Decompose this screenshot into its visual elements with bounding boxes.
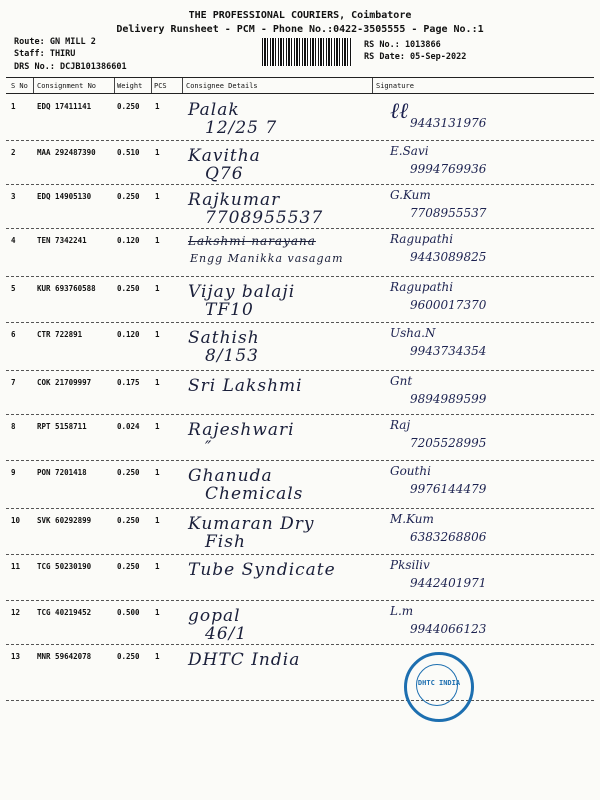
consignee-name: Rajkumar <box>188 190 281 210</box>
barcode-image <box>262 38 352 66</box>
row-divider <box>6 508 594 509</box>
signature-phone: 9894989599 <box>410 392 487 406</box>
row-weight: 0.250 <box>117 102 140 111</box>
row-sno: 5 <box>11 284 16 293</box>
consignee-detail: 12/25 7 <box>205 118 278 138</box>
row-consignment-no: MNR 59642078 <box>37 652 92 661</box>
row-consignment-no: TCG 40219452 <box>37 608 92 617</box>
consignee-detail: Fish <box>205 532 246 552</box>
col-header-pcs: PCS <box>154 82 167 90</box>
consignee-name: Rajeshwari <box>188 420 295 440</box>
row-divider <box>6 228 594 229</box>
row-divider <box>6 700 594 701</box>
signature-phone: 9442401971 <box>410 576 487 590</box>
consignee-detail: TF10 <box>205 300 254 320</box>
signature-name: Ragupathi <box>390 232 454 246</box>
col-divider <box>182 78 183 93</box>
signature-name: E.Savi <box>390 144 429 158</box>
signature-phone: 9944066123 <box>410 622 487 636</box>
route-label: Route: GN MILL 2 <box>14 37 96 47</box>
row-weight: 0.250 <box>117 192 140 201</box>
consignee-name: Ghanuda <box>188 466 273 486</box>
col-header-sno: S No <box>11 82 28 90</box>
row-pcs: 1 <box>155 652 160 661</box>
col-header-weight: Weight <box>117 82 143 90</box>
row-consignment-no: RPT 5158711 <box>37 422 87 431</box>
row-sno: 12 <box>11 608 21 617</box>
row-weight: 0.250 <box>117 284 140 293</box>
row-sno: 13 <box>11 652 21 661</box>
signature-phone: 9443131976 <box>410 116 487 130</box>
row-weight: 0.120 <box>117 236 140 245</box>
row-weight: 0.120 <box>117 330 140 339</box>
consignee-name: Vijay balaji <box>188 282 296 302</box>
consignee-detail: Q76 <box>205 164 244 184</box>
row-sno: 7 <box>11 378 16 387</box>
row-weight: 0.250 <box>117 562 140 571</box>
row-sno: 2 <box>11 148 16 157</box>
row-pcs: 1 <box>155 608 160 617</box>
row-consignment-no: TCG 50230190 <box>37 562 92 571</box>
row-consignment-no: TEN 7342241 <box>37 236 87 245</box>
row-pcs: 1 <box>155 284 160 293</box>
consignee-name: DHTC India <box>188 650 301 670</box>
row-consignment-no: EDQ 17411141 <box>37 102 92 111</box>
document-title: THE PROFESSIONAL COURIERS, Coimbatore <box>188 10 412 21</box>
row-weight: 0.500 <box>117 608 140 617</box>
drs-number: DRS No.: DCJB101386601 <box>14 62 127 72</box>
row-pcs: 1 <box>155 330 160 339</box>
consignee-detail: 8/153 <box>205 346 259 366</box>
row-divider <box>6 140 594 141</box>
document-subtitle: Delivery Runsheet - PCM - Phone No.:0422-3505555 - Page No.:1 <box>116 24 484 35</box>
row-sno: 8 <box>11 422 16 431</box>
signature-name: G.Kum <box>390 188 431 202</box>
row-consignment-no: CTR 722891 <box>37 330 83 339</box>
row-pcs: 1 <box>155 468 160 477</box>
signature-name: Raj <box>390 418 411 432</box>
row-pcs: 1 <box>155 148 160 157</box>
row-divider <box>6 414 594 415</box>
company-stamp <box>404 652 474 722</box>
row-pcs: 1 <box>155 378 160 387</box>
consignee-name: Palak <box>188 100 240 120</box>
row-divider <box>6 370 594 371</box>
col-header-consignment: Consignment No <box>37 82 97 90</box>
row-pcs: 1 <box>155 192 160 201</box>
signature-name: L.m <box>390 604 414 618</box>
signature-phone: 9943734354 <box>410 344 487 358</box>
signature-name: Ragupathi <box>390 280 454 294</box>
consignee-name: gopal <box>188 606 241 626</box>
row-pcs: 1 <box>155 516 160 525</box>
row-pcs: 1 <box>155 102 160 111</box>
consignee-name: Kavitha <box>188 146 261 166</box>
header-rule-bottom <box>6 93 594 94</box>
consignee-name: Sathish <box>188 328 260 348</box>
consignee-name: Tube Syndicate <box>188 560 336 580</box>
col-header-signature: Signature <box>376 82 414 90</box>
row-divider <box>6 322 594 323</box>
row-divider <box>6 184 594 185</box>
signature-phone: 9600017370 <box>410 298 487 312</box>
signature-phone: 9994769936 <box>410 162 487 176</box>
stamp-text: DHTC INDIA <box>417 679 461 687</box>
consignee-detail: Engg Manikka vasagam <box>190 252 344 265</box>
rs-date: RS Date: 05-Sep-2022 <box>364 52 467 62</box>
staff-label: Staff: THIRU <box>14 49 76 59</box>
row-sno: 1 <box>11 102 16 111</box>
col-divider <box>151 78 152 93</box>
row-divider <box>6 644 594 645</box>
row-sno: 9 <box>11 468 16 477</box>
signature-phone: 9443089825 <box>410 250 487 264</box>
row-consignment-no: PON 7201418 <box>37 468 87 477</box>
signature-phone: 9976144479 <box>410 482 487 496</box>
signature-name: Gnt <box>390 374 413 388</box>
consignee-name: Sri Lakshmi <box>188 376 303 396</box>
row-divider <box>6 554 594 555</box>
row-consignment-no: EDQ 14905130 <box>37 192 92 201</box>
row-pcs: 1 <box>155 422 160 431</box>
col-divider <box>372 78 373 93</box>
signature-phone: 7205528995 <box>410 436 487 450</box>
row-consignment-no: SVK 60292899 <box>37 516 92 525</box>
row-pcs: 1 <box>155 562 160 571</box>
signature-name: M.Kum <box>390 512 434 526</box>
rs-number: RS No.: 1013866 <box>364 40 441 50</box>
consignee-detail: 46/1 <box>205 624 248 644</box>
signature-phone: 6383268806 <box>410 530 487 544</box>
row-pcs: 1 <box>155 236 160 245</box>
row-sno: 4 <box>11 236 16 245</box>
col-divider <box>33 78 34 93</box>
row-weight: 0.250 <box>117 468 140 477</box>
col-divider <box>114 78 115 93</box>
row-weight: 0.024 <box>117 422 140 431</box>
row-weight: 0.250 <box>117 516 140 525</box>
row-sno: 10 <box>11 516 21 525</box>
row-sno: 3 <box>11 192 16 201</box>
signature-name: Usha.N <box>390 326 436 340</box>
row-sno: 11 <box>11 562 21 571</box>
row-divider <box>6 460 594 461</box>
row-divider <box>6 276 594 277</box>
signature-name: Pksiliv <box>390 558 430 572</box>
row-consignment-no: COK 21709997 <box>37 378 92 387</box>
row-consignment-no: KUR 693760588 <box>37 284 96 293</box>
signature-name: Gouthi <box>390 464 431 478</box>
col-header-consignee: Consignee Details <box>186 82 258 90</box>
row-weight: 0.175 <box>117 378 140 387</box>
signature-name: ℓℓ <box>390 99 409 124</box>
signature-phone: 7708955537 <box>410 206 487 220</box>
row-sno: 6 <box>11 330 16 339</box>
consignee-detail: ″ <box>205 438 213 458</box>
row-consignment-no: MAA 292487390 <box>37 148 96 157</box>
consignee-name: Lakshmi narayana <box>188 234 316 248</box>
row-weight: 0.250 <box>117 652 140 661</box>
consignee-name: Kumaran Dry <box>188 514 315 534</box>
consignee-detail: Chemicals <box>205 484 304 504</box>
consignee-detail: 7708955537 <box>205 208 324 228</box>
row-divider <box>6 600 594 601</box>
header-rule-top <box>6 77 594 78</box>
row-weight: 0.510 <box>117 148 140 157</box>
